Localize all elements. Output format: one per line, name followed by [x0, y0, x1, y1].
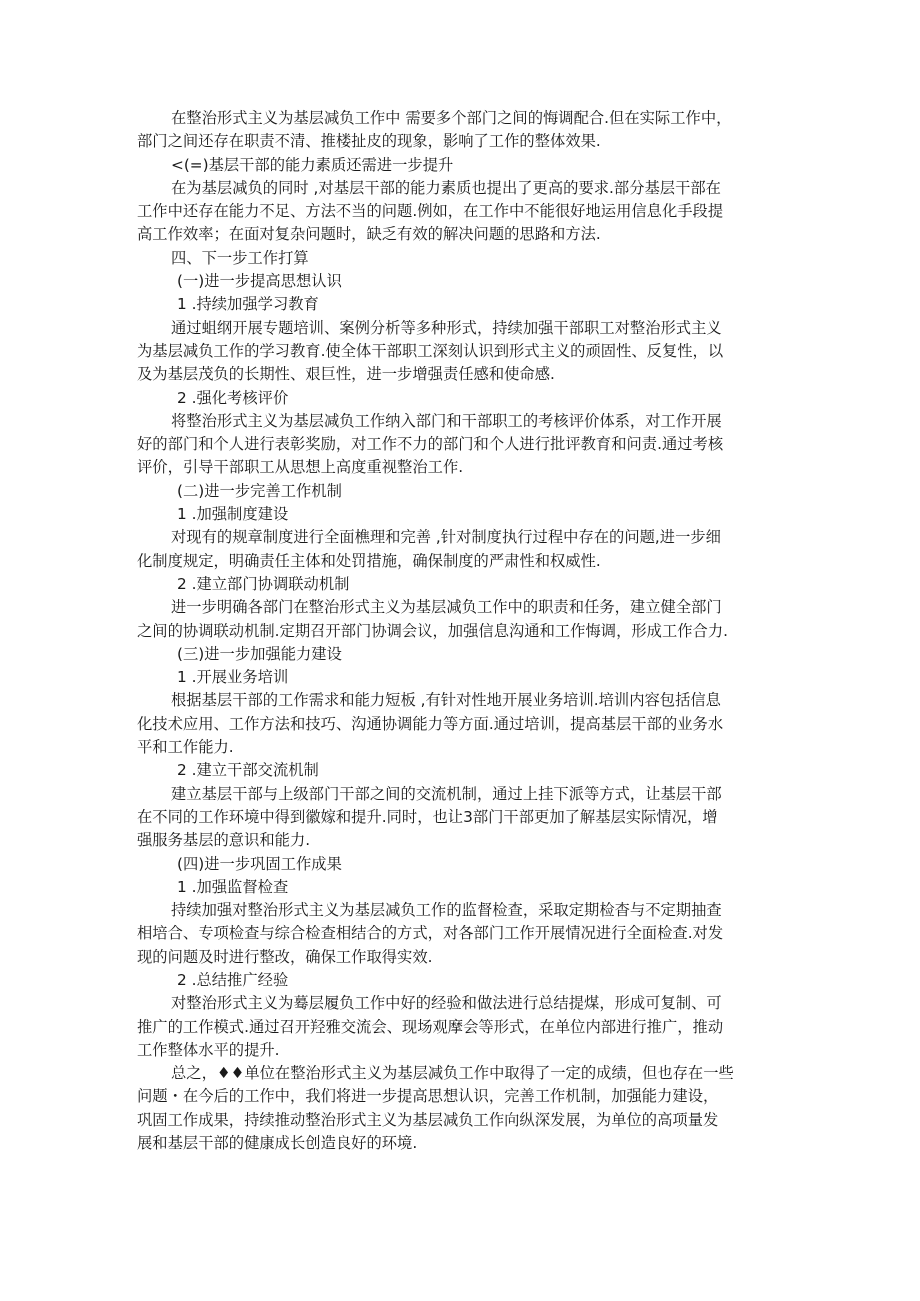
section-heading: (一)进一步提高思想认识: [177, 272, 342, 291]
numbered-subheading: 1 .开展业务培训: [177, 668, 289, 687]
paragraph-line: <(=)基层干部的能力素质还需进一步提升: [171, 155, 454, 174]
paragraph-line: 在整治形式主义为基层减负工作中 需要多个部门之间的悔调配合.但在实际工作中，: [171, 109, 732, 127]
section-heading: (三)进一步加强能力建设: [177, 644, 342, 663]
paragraph-line: 问题・在今后的工作中，我们将进一步提高思想认识，完善工作机制，加强能力建设，: [137, 1087, 719, 1106]
paragraph-line: 在不同的工作环境中得到徽嫁和提升.同时，也让3部门干部更加了解基层实际情况，增: [137, 807, 718, 826]
numbered-subheading: 2 .建立干部交流机制: [177, 761, 319, 780]
paragraph-line: 工作中还存在能力不足、方法不当的问题.例如，在工作中不能很好地运用信息化手段提: [137, 202, 724, 221]
paragraph-line: 化制度规定，明确责任主体和处罚措施，确保制度的严肃性和权威性.: [137, 551, 601, 570]
paragraph-line: 总之，♦♦单位在整治形式主义为基层减负工作中取得了一定的成绩，但也存在一些: [171, 1064, 734, 1083]
paragraph-line: 展和基层干部的健康成长创造良好的环境.: [137, 1134, 418, 1153]
document-body: [137, 107, 797, 1155]
section-heading: (四)进一步巩固工作成果: [177, 854, 342, 873]
paragraph-line: 推广的工作模式.通过召开羟雅交流会、现场观摩会等形式，在单位内部进行推广，推动: [137, 1017, 724, 1036]
paragraph-line: 评价，引导干部职工从思想上高度重视整治工作.: [137, 458, 464, 477]
paragraph-line: 好的部门和个人进行表彰奖励，对工作不力的部门和个人进行批评教育和问责.通过考核: [137, 435, 724, 454]
paragraph-line: 通过蛆纲开展专题培训、案例分析等多种形式，持续加强干部职工对整治形式主义: [171, 318, 722, 337]
paragraph-line: 现的问题及时进行整改，确保工作取得实效.: [137, 947, 433, 966]
numbered-subheading: 2 .强化考核评价: [177, 388, 289, 407]
numbered-subheading: 1 .持续加强学习教育: [177, 295, 319, 314]
paragraph-line: 化技术应用、工作方法和技巧、沟通协调能力等方面.通过培训，提高基层干部的业务水: [137, 714, 724, 733]
paragraph-line: 高工作效率；在面对复杂问题时，缺乏有效的解决问题的思路和方法.: [137, 225, 601, 244]
paragraph-line: 巩固工作成果，持续推动整治形式主义为基层减负工作向纵深发展，为单位的高项量发: [137, 1110, 719, 1129]
paragraph-line: 在为基层减负的同时 ,对基层干部的能力素质也提出了更高的要求.部分基层干部在: [171, 178, 721, 197]
numbered-subheading: 2 .总结推广经验: [177, 970, 289, 989]
paragraph-line: 建立基层干部与上级部门干部之间的交流机制，通过上挂下派等方式，让基层干部: [171, 784, 722, 803]
paragraph-line: 四、下一步工作打算: [171, 248, 309, 267]
numbered-subheading: 1 .加强制度建设: [177, 505, 289, 524]
paragraph-line: 之间的协调联动机制.定期召开部门协调会议，加强信息沟通和工作悔调，形成工作合力.: [137, 621, 729, 640]
paragraph-line: 工作整体水平的提升.: [137, 1040, 280, 1059]
paragraph-line: 对整治形式主义为蓦层履负工作中好的经验和做法进行总结提煤，形成可复制、可: [171, 994, 722, 1013]
paragraph-line: 将整治形式主义为基层减负工作纳入部门和干部职工的考核评价体系，对工作开展: [171, 411, 722, 430]
paragraph-line: 强服务基层的意识和能力.: [137, 831, 311, 850]
section-heading: (二)进一步完善工作机制: [177, 481, 342, 500]
numbered-subheading: 1 .加强监督检查: [177, 877, 289, 896]
paragraph-line: 及为基层茂负的长期性、艰巨性，进一步增强责任感和使命感.: [137, 365, 555, 384]
paragraph-line: 持续加强对整治形式主义为基层减负工作的监督检查，采取定期检杳与不定期抽查: [171, 901, 722, 920]
paragraph-line: 对现有的规章制度进行全面樵理和完善 ,针对制度执行过程中存在的问题,进一步细: [171, 528, 721, 547]
paragraph-line: 根据基层干部的工作需求和能力短板 ,有针对性地开展业务培训.培训内容包括信息: [171, 691, 721, 710]
paragraph-line: 进一步明确各部门在整治形式主义为基层减负工作中的职责和任务，建立健全部门: [171, 598, 722, 617]
paragraph-line: 平和工作能力.: [137, 738, 234, 757]
paragraph-line: 为基层减负工作的学习教育.使全体干部职工深刻认识到形式主义的顽固性、反复性，以: [137, 341, 724, 360]
paragraph-line: 相培合、专项检查与综合检查相结合的方式，对各部门工作开展情况进行全面检查.对发: [137, 924, 724, 943]
paragraph-line: 部门之间还存在职责不清、推楼扯皮的现象，影响了工作的整体效果.: [137, 132, 601, 151]
numbered-subheading: 2 .建立部门协调联动机制: [177, 574, 350, 593]
